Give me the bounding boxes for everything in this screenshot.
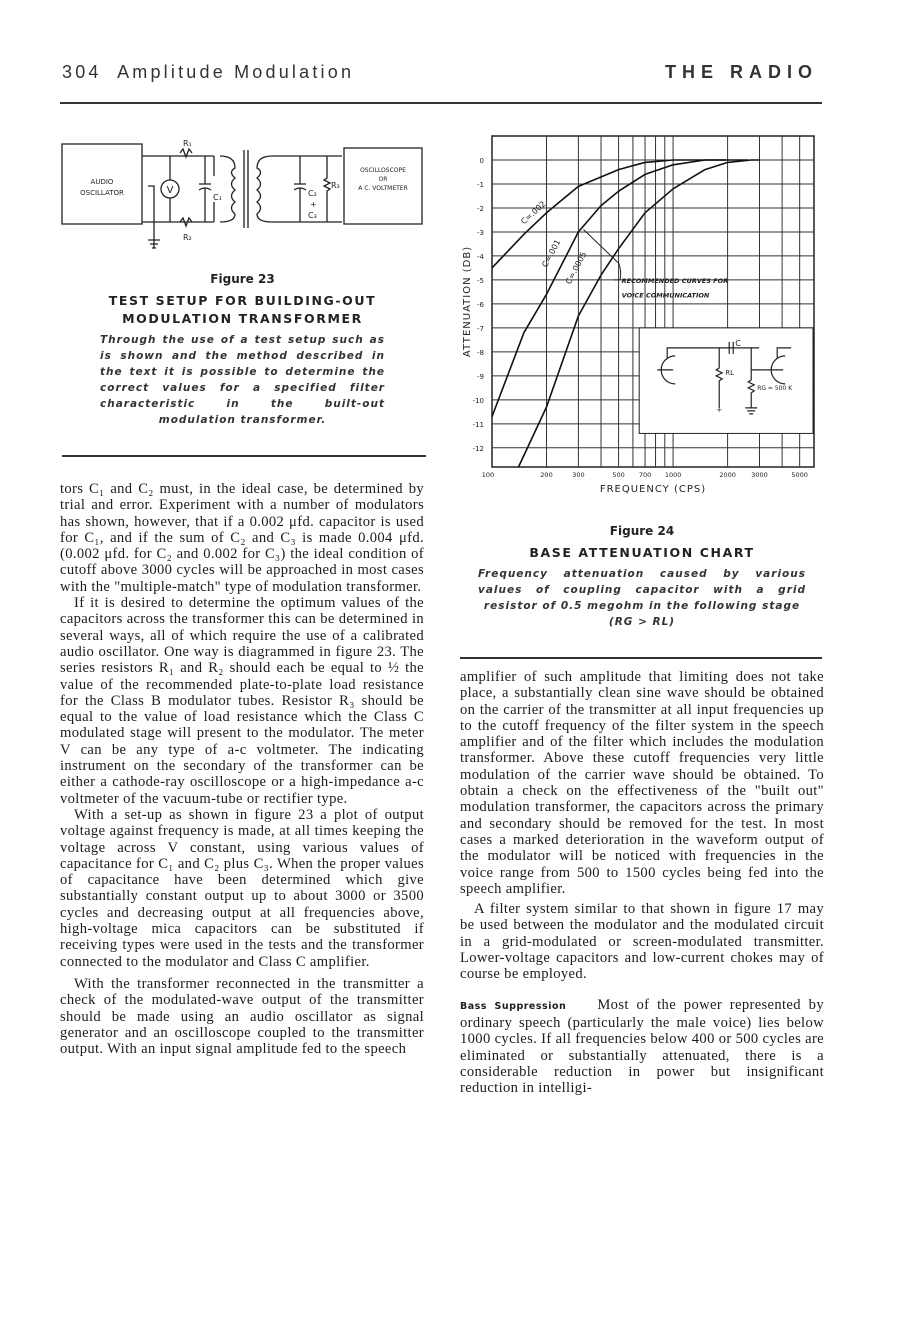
x-tick-label: 3000 [751, 471, 768, 479]
figure-23-caption [60, 272, 425, 428]
paragraph: amplifier of such amplitude that limiting does not take place, a substantially clean sine wave should be obtained on the carrier of the transmitter at all input frequencies up to the cutoff frequency of the filter system in the speech amplifier and of the filter which includes the modulation transformer. Above these cutoff frequencies very little modulation of the carrier wave should be obtained. To obtain a check on the effectiveness of the "built out" modulation transformer, the capacitors across the primary and secondary should be removed for the test. In most cases a marked deterioration in the waveform output of the modulator will be noticed with frequencies in the voice range from 500 to 1500 cycles being fed into the speech amplifier. [460, 669, 824, 897]
inset-rl-label: RL [725, 368, 734, 377]
header-rule [60, 102, 822, 104]
annotation-line-2: VOICE COMMUNICATION [621, 291, 710, 300]
right-text-column [460, 669, 824, 1096]
c2-label: C₂ [308, 189, 317, 198]
side-heading: Bass Suppression [460, 1000, 567, 1012]
figure-24-title: BASE ATTENUATION CHART [529, 545, 755, 560]
x-tick-label: 300 [572, 471, 585, 479]
x-tick-label: 5000 [791, 471, 808, 479]
x-axis-label: FREQUENCY (CPS) [599, 484, 707, 495]
figure-24-caption [462, 524, 822, 630]
y-tick-label: -10 [472, 396, 484, 405]
figure-23-description: Through the use of a test setup such as is shown and the method described in the text it is possible to determine the correct values for a specified filter characteristic in the built-out modulation transformer. [100, 334, 385, 426]
scope-label-1: OSCILLOSCOPE [360, 167, 406, 174]
annotation-line-1: RECOMMENDED CURVES FOR [621, 276, 729, 285]
section-title: Amplitude Modulation [117, 62, 355, 82]
y-tick-label: -11 [472, 420, 484, 429]
book-title: THE RADIO [665, 62, 818, 82]
curve-label: C=.002 [519, 199, 548, 227]
figure-23-rule [62, 455, 426, 457]
x-tick-label: 200 [540, 471, 553, 479]
y-axis-label: ATTENUATION (DB) [462, 245, 473, 358]
c3-label: C₃ [308, 211, 317, 220]
y-tick-label: -6 [477, 300, 484, 309]
attenuation-chart [446, 130, 826, 498]
bass-suppression-text: Most of the power represented by ordinary speech (particularly the male voice) lies below 1000 cycles. If all frequencies below 400 or 500 cycles are eliminated or substantially attenuated, there is a considerable reduction in power but insignificant reduction in intelligi- [460, 996, 824, 1097]
c1-capacitor [199, 156, 211, 222]
y-tick-label: -2 [477, 204, 484, 213]
inset-c-label: C [735, 338, 741, 348]
paragraph: A filter system similar to that shown in figure 17 may be used between the modulator and the modulated circuit in a grid-modulated or screen-modulated transmitter. Lower-voltage capacitors and low-current chokes may of course be employed. [460, 901, 824, 983]
y-tick-label: -12 [472, 444, 484, 453]
plus-label: + [310, 200, 317, 209]
figure-24-description: Frequency attenuation caused by various values of coupling capacitor with a grid resistor of 0.5 megohm in the following stage [478, 568, 806, 612]
y-tick-label: -8 [477, 348, 484, 357]
y-tick-label: -1 [477, 180, 484, 189]
transformer-core [244, 150, 248, 228]
c1-label: C₁ [213, 193, 222, 202]
figure-24-relation: (RG > RL) [608, 616, 676, 628]
figure-24-number: Figure 24 [609, 524, 675, 538]
curve-label: C=.0005 [563, 250, 589, 286]
paragraph: tors C₁ and C₂ must, in the ideal case, be determined by trial and error. Experiment with a number of modulators has shown, however, that if a 0.002 μfd. capacitor is used for C₁, and if the sum of C₂ and C₃ is made 0.004 μfd. (0.002 μfd. for C₂ and 0.002 for C₃) the ideal condition of cutoff above 3000 cycles will be approached in most cases with the "multiple-match" type of modulation transformer. [60, 481, 424, 595]
y-tick-label: -7 [477, 324, 484, 333]
scope-label-2: OR [378, 176, 388, 183]
c2-c3-capacitor [294, 156, 306, 222]
inset-rg-label: RG = 500 K [757, 384, 793, 392]
r1-label: R₁ [183, 139, 192, 148]
inset-circuit-box [639, 328, 813, 434]
scope-label-3: A C. VOLTMETER [358, 185, 408, 192]
inset-plus-label: + [716, 405, 723, 414]
x-tick-label: 100 [481, 471, 495, 479]
voltmeter-label: V [166, 185, 174, 196]
x-tick-label: 1000 [664, 471, 682, 479]
page-number: 304 [62, 62, 102, 82]
paragraph: With the transformer reconnected in the transmitter a check of the modulated-wave output of the transmitter should be made using an audio oscillator as signal generator and an oscilloscope coupled to the transmitter output. With an input signal amplitude fed to the speech [60, 975, 424, 1058]
r3-resistor [324, 156, 330, 222]
figure-23-circuit [60, 138, 425, 258]
y-tick-label: -9 [477, 372, 484, 381]
x-tick-label: 2000 [719, 471, 736, 479]
primary-winding [220, 156, 235, 222]
y-tick-label: -3 [477, 228, 484, 237]
x-tick-label: 700 [638, 471, 652, 479]
figure-24-rule [460, 657, 822, 659]
y-tick-label: -5 [477, 276, 484, 285]
r2-label: R₂ [183, 233, 192, 242]
bass-suppression-paragraph [460, 997, 824, 1097]
osc-label-2: OSCILLATOR [80, 189, 124, 197]
osc-label-1: AUDIO [90, 178, 114, 186]
left-text-column [60, 481, 424, 1057]
figure-23-number: Figure 23 [210, 272, 275, 286]
paragraph: With a set-up as shown in figure 23 a plot of output voltage against frequency is made, at all times keeping the voltage across V constant, using various values of capacitance for C₁ and C₂ plus C₃. When the proper values of capacitance have been determined which give substantially constant output up to about 3000 or 3500 cycles and decreasing output at all frequencies above, high-voltage mica capacitors can be substituted if receiving types were used in the tests and the transformer connected to the modulator and Class C amplifier. [60, 806, 424, 970]
x-tick-label: 500 [612, 471, 625, 479]
figure-23-title: TEST SETUP FOR BUILDING-OUT MODULATION TRANSFORMER [108, 293, 377, 326]
y-tick-label: -4 [477, 252, 484, 261]
r3-label: R₃ [331, 181, 340, 190]
y-tick-label: 0 [479, 156, 484, 165]
paragraph: If it is desired to determine the optimum values of the capacitors across the transformer this can be determined in several ways, all of which require the use of a calibrated audio oscillator. One way is diagrammed in figure 23. The series resistors R₁ and R₂ should each be equal to ½ the value of the recommended plate-to-plate load resistance for the Class B modulator tubes. Resistor R₃ should be equal to the value of load resistance which the Class C modulated stage will present to the modulator. The meter V can be any type of a-c voltmeter. The indicating instrument on the secondary of the transformer can be either a cathode-ray oscilloscope or a high-impedance a-c voltmeter of the vacuum-tube or rectifier type. [60, 595, 424, 807]
curve-label: C=.001 [540, 238, 563, 269]
running-header-left [62, 62, 354, 83]
